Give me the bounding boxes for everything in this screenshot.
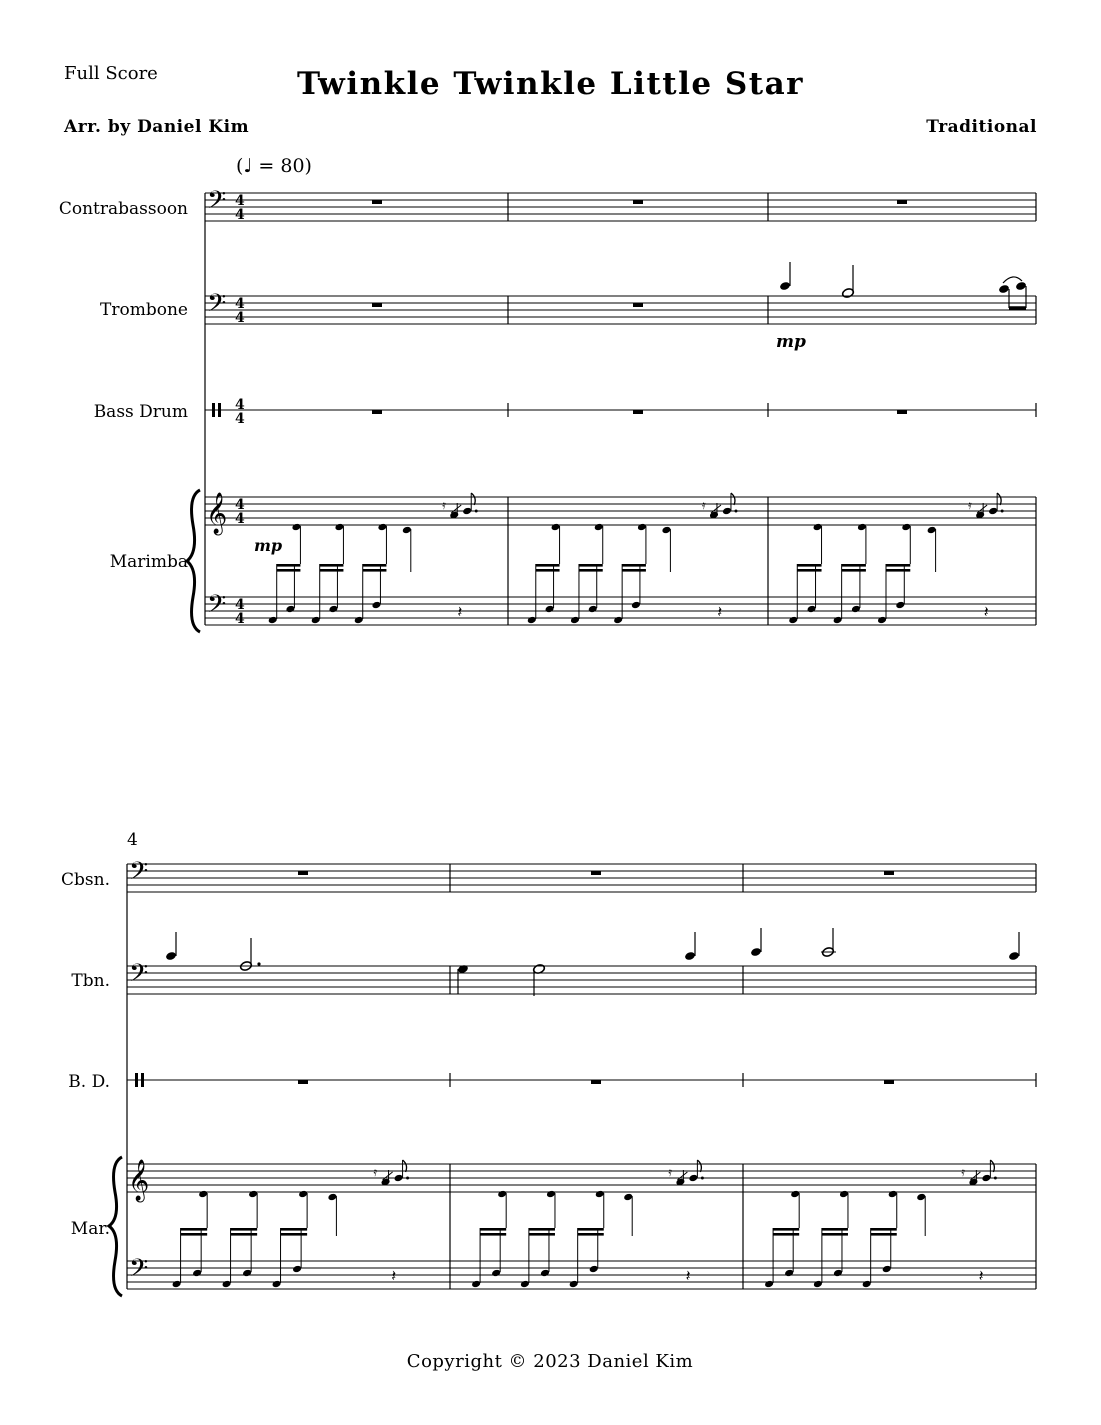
note-beam [480,1228,506,1231]
dot [734,510,737,513]
score-type-label: Full Score [64,63,158,84]
note-beam [822,1233,848,1236]
note-head [807,605,817,614]
instrument-label-bass-drum: B. D. [68,1072,110,1092]
note-beam [886,569,910,572]
sixteenth-rest-icon: 𝄿 [442,498,446,512]
note-head [839,1190,849,1199]
note-head [172,1280,182,1289]
note-head [291,523,301,532]
time-signature: 4 [235,207,245,223]
copyright-notice: Copyright © 2023 Daniel Kim [406,1351,694,1372]
whole-rest [298,871,308,875]
note-beam [277,569,301,572]
note-beam [277,564,301,567]
note-beam [529,1233,555,1236]
time-signature: 4 [235,310,245,326]
staff-contrabassoon [205,193,1036,221]
percussion-clef-icon [135,1073,138,1087]
whole-rest [633,410,643,414]
note-head [901,523,911,532]
system-2 [61,830,1036,1296]
note-head [613,616,623,625]
note-beam [622,569,646,572]
whole-rest [372,200,382,204]
dot [406,1177,409,1180]
whole-rest [633,303,643,307]
system-1 [59,155,1036,632]
note-head [242,1269,252,1278]
note-flag [731,493,735,505]
marimba-notes-system-2 [172,1160,997,1288]
note-beam [579,564,603,567]
note-beam [363,564,387,567]
note-beam [871,1228,897,1231]
note-beam [320,569,344,572]
note-beam [320,564,344,567]
note-head [623,1193,633,1202]
treble-clef-icon: 𝄞 [206,493,228,534]
sixteenth-rest-icon: 𝄿 [961,1165,966,1179]
time-signature: 4 [235,411,245,427]
whole-rest [897,200,907,204]
whole-rest [372,303,382,307]
treble-clef-icon: 𝄞 [128,1160,150,1201]
bass-clef-icon: 𝄢 [129,857,149,892]
whole-rest [591,871,601,875]
bass-clef-icon: 𝄢 [129,1254,149,1289]
note-head [981,1174,991,1183]
note-flag [697,1160,701,1172]
note-head [272,1280,282,1289]
note-beam [578,1228,604,1231]
note-head [394,1174,404,1183]
whole-rest [884,871,894,875]
barlines-system-2 [127,864,1036,1289]
grace-slash [970,1172,980,1180]
note-head [371,601,381,610]
note-head [192,1269,202,1278]
score-title: Twinkle Twinkle Little Star [297,66,804,102]
note-flag [997,493,1001,505]
note-head [462,507,472,516]
barlines-system-1 [205,193,1036,625]
note-head [354,616,364,625]
grace-slash [977,505,987,513]
note-head [594,523,604,532]
note-beam [842,564,866,567]
note-head [402,526,412,535]
note-beam [773,1228,799,1231]
note-head [833,1269,843,1278]
note-head [877,616,887,625]
note-head [764,1280,774,1289]
instrument-label-marimba: Mar. [70,1219,110,1239]
note-beam [536,564,560,567]
note-head [551,523,561,532]
bass-clef-icon: 𝄢 [207,186,227,221]
note-beam [822,1228,848,1231]
note-head [833,616,843,625]
dot [701,1177,704,1180]
note-head [722,507,732,516]
note-head [589,1265,599,1274]
note-beam [536,569,560,572]
time-signature: 4 [235,497,245,513]
composer-credit: Traditional [926,117,1037,137]
dot [994,1177,997,1180]
marimba-notes-system-1 [268,493,1004,624]
note-head [661,526,671,535]
instrument-label-contrabassoon: Contrabassoon [58,199,188,219]
note-head [497,1190,507,1199]
note-head [631,601,641,610]
bass-clef-icon: 𝄢 [207,289,227,324]
whole-rest [372,410,382,414]
sixteenth-rest-icon: 𝄿 [701,498,706,512]
instrument-label-contrabassoon: Cbsn. [61,870,110,890]
note-head [862,1280,872,1289]
sixteenth-rest-icon: 𝄿 [668,1165,673,1179]
instrument-label-trombone: Tbn. [71,971,110,991]
staff-marimba-bass [127,1261,1036,1289]
percussion-clef-icon [218,403,221,417]
time-signature: 4 [235,193,245,209]
note-head [882,1265,892,1274]
sixteenth-rest-icon: 𝄿 [968,498,972,512]
note-beam [886,564,910,567]
note-head [595,1190,605,1199]
note-head [895,601,905,610]
note-head [527,616,537,625]
note-head [988,507,998,516]
note-flag [403,1160,407,1172]
quarter-rest-icon: 𝄽 [391,1266,397,1285]
time-signature: 4 [235,611,245,627]
note-head [637,523,647,532]
note-beam [281,1233,308,1236]
note-head [334,523,344,532]
dynamic-mp: mp [254,536,283,555]
note-beam [797,569,821,572]
grand-staff-brace [187,490,200,632]
note-head [327,1193,337,1202]
percussion-clef-icon [212,403,215,417]
whole-rest [591,1080,601,1084]
note-head [491,1269,501,1278]
staff-trombone [205,296,1036,324]
quarter-rest-icon: 𝄽 [717,602,723,621]
note-head [588,605,598,614]
note-head [545,605,555,614]
note-beam [231,1228,258,1231]
note-head [813,1280,823,1289]
note-beam [578,1233,604,1236]
note-head [222,1280,232,1289]
quarter-rest-icon: 𝄽 [457,602,463,621]
note-beam [231,1233,258,1236]
bass-clef-icon: 𝄢 [129,959,149,994]
note-head [857,523,867,532]
note-beam [871,1233,897,1236]
dynamic-mp: mp [776,332,806,352]
note-beam [579,569,603,572]
note-head [790,1190,800,1199]
bass-clef-icon: 𝄢 [207,590,227,625]
note-beam [480,1233,506,1236]
note-head [927,526,937,535]
dot [475,510,478,513]
whole-rest [897,410,907,414]
note-head [471,1280,481,1289]
note-head [248,1190,258,1199]
quarter-rest-icon: 𝄽 [978,1266,984,1285]
time-signature: 4 [235,397,245,413]
note-head [292,1265,302,1274]
instrument-label-trombone: Trombone [100,300,188,320]
note-head [198,1190,208,1199]
note-beam [842,569,866,572]
whole-rest [633,200,643,204]
sixteenth-rest-icon: 𝄿 [373,1165,378,1179]
note-head [285,605,295,614]
note-beam [529,1228,555,1231]
percussion-clef-icon [141,1073,144,1087]
instrument-label-bass-drum: Bass Drum [93,402,188,422]
arranger-credit: Arr. by Daniel Kim [64,117,250,137]
quarter-rest-icon: 𝄽 [685,1266,691,1285]
note-head [540,1269,550,1278]
grand-staff-brace [109,1157,122,1296]
note-head [298,1190,308,1199]
note-head [851,605,861,614]
note-beam [797,564,821,567]
dot [1001,510,1004,513]
time-signature: 4 [235,296,245,312]
time-signature: 4 [235,597,245,613]
trombone-system-2-notes [165,928,1020,996]
note-head [784,1269,794,1278]
grace-slash [677,1172,687,1180]
grace-slash [711,505,721,513]
note-head [520,1280,530,1289]
grace-slash [451,505,461,513]
time-signature: 4 [235,511,245,527]
note-head [688,1174,698,1183]
note-head [570,616,580,625]
instrument-label-marimba: Marimba [109,552,188,572]
note-beam [281,1228,308,1231]
note-beam [363,569,387,572]
note-beam [773,1233,799,1236]
tempo-marking: (♩ = 80) [236,155,312,177]
staff-marimba-treble [205,497,1036,525]
staff-trombone [127,966,1036,994]
note-head [813,523,823,532]
note-head [888,1190,898,1199]
quarter-rest-icon: 𝄽 [983,602,989,621]
note-flag [471,493,475,505]
note-head [311,616,321,625]
note-beam [181,1233,208,1236]
note-head [328,605,338,614]
trombone-measure-3-notes [779,262,1027,308]
note-flag [990,1160,994,1172]
note-head [268,616,278,625]
staff-marimba-treble [127,1164,1036,1192]
note-beam [181,1228,208,1231]
note-beam [622,564,646,567]
note-head [546,1190,556,1199]
staff-contrabassoon [127,864,1036,892]
measure-number: 4 [127,830,138,850]
whole-rest [298,1080,308,1084]
note-head [377,523,387,532]
note-head [569,1280,579,1289]
grace-slash [383,1172,393,1180]
note-head [788,616,798,625]
note-head [916,1193,926,1202]
whole-rest [884,1080,894,1084]
